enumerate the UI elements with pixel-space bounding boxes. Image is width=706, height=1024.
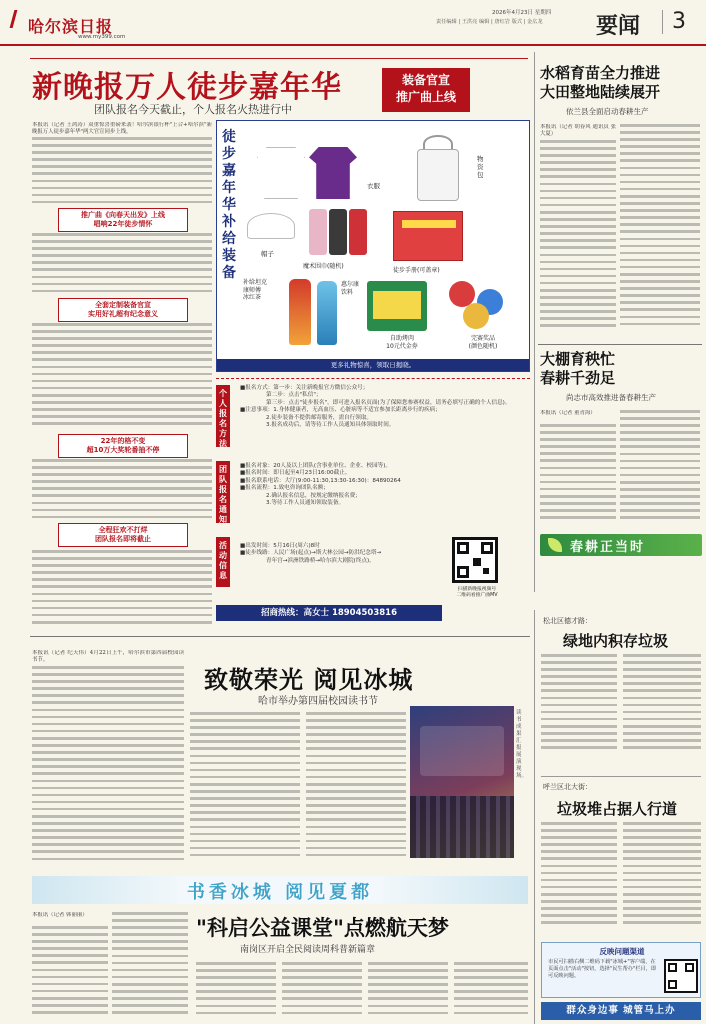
backpack-image (413, 135, 463, 205)
lead-banner (382, 68, 470, 112)
sidebar-divider (541, 776, 701, 777)
feedback-qr-code[interactable] (664, 959, 698, 993)
feedback-text: 市民可扫描右侧二维码下载"冰城+"客户端，在页面点击"活动"按钮，选择"民生帮办"栏目，即可反映问题。 (548, 959, 657, 979)
right-mid-body-right (620, 410, 700, 524)
reading-photo (410, 706, 514, 858)
reading-subhead: 哈市举办第四届校园读书节 (258, 696, 378, 707)
ad-hotline-bar: 招商热线：高女士 18904503816 (216, 605, 442, 621)
gear-label-tea: 补给坦克 康师傅 冰红茶 (243, 279, 268, 301)
sidebar-headline-1: 绿地内积存垃圾 (563, 632, 669, 650)
handbook-image (393, 211, 463, 261)
lead-subtitle-4: 全程狂欢不打烊 团队报名即将截止 (58, 523, 188, 547)
qr-caption: 扫描新晚报视频号 二维码看推广曲MV (456, 587, 498, 598)
gear-label-scarf: 魔术围巾(随机) (303, 263, 344, 270)
reading-byline: 本报讯（记者 纪天伟）4月22日上午，哈尔滨市第四届校园读书节。 (32, 650, 184, 664)
sidebar-body-1-right (623, 654, 701, 754)
reading-body-mid (190, 712, 300, 862)
newspaper-logo: 哈尔滨日报 (14, 14, 113, 37)
lead-byline: 本报讯（记者 王鸿涛）双重惊喜重磅来袭！哈尔滨银行杯"上合+哈尔滨"新晚报万人徒步嘉年华"两大官宣同步上线。 (32, 122, 212, 136)
scarf-image (309, 209, 373, 259)
right-top-body-right (620, 124, 700, 336)
rice-seedling-photo (540, 220, 616, 221)
right-mid-byline: 本报讯（记者 董青海） (540, 410, 596, 416)
sidebar-headline-2: 垃圾堆占据人行道 (557, 800, 678, 818)
right-top-byline: 本报讯（记者 胡春风 通讯员 张大夏） (540, 124, 616, 138)
lead-headline: 新晚报万人徒步嘉年华 (32, 70, 342, 105)
feedback-title: 反映问题渠道 (599, 947, 645, 956)
section-divider (662, 10, 663, 34)
sidebar-header-2: 呼兰区北大街： (543, 783, 592, 791)
page-number: 3 (672, 9, 686, 34)
voucher-image (367, 281, 427, 331)
reading-body-left (32, 666, 184, 866)
site-url[interactable]: www.my399.com (78, 34, 126, 40)
science-body-4 (282, 962, 362, 1020)
reading-festival-banner: 书香冰城 阅见夏都 (32, 876, 528, 904)
masthead (0, 0, 706, 46)
lead-subtitle-3: 22年的格不变 超10万大奖轮番抽不停 (58, 434, 188, 458)
lead-body-5 (32, 550, 212, 634)
lead-subtitle-2: 全套定制装备官宣 实用好礼超有纪念意义 (58, 298, 188, 322)
tea-bottle-image (289, 279, 311, 345)
sidebar-header-1: 松北区德才路： (543, 617, 592, 625)
gear-label-bag: 物资包 (477, 155, 484, 179)
gear-label-medal: 完赛奖品 (颜色随机) (468, 335, 498, 350)
science-body-6 (454, 962, 528, 1020)
tshirt-image (257, 141, 361, 201)
medal-image (449, 281, 509, 331)
mid-section-rule (30, 636, 530, 637)
right-top-subhead: 依兰县全面启动春耕生产 (566, 107, 649, 116)
science-body-3 (196, 962, 276, 1020)
lead-subtitle-1: 推广曲《向春天出发》上线 唱响22年徒步情怀 (58, 208, 188, 232)
science-body-2 (112, 912, 188, 1020)
lead-body-4 (32, 459, 212, 521)
editor-credits: 责任编辑 | 王洪亮 编辑 | 唐红岩 版式 | 金広龙 (436, 19, 543, 25)
right-mid-subhead: 尚志市高效推进备春耕生产 (566, 393, 656, 402)
cap-image (247, 213, 295, 239)
science-body-1 (32, 926, 108, 1020)
banner-line-1: 装备官宣 (401, 73, 450, 87)
gear-label-shirt: 衣服 (367, 182, 380, 190)
qr-code[interactable] (452, 537, 498, 583)
gear-label-handbook: 徒步手册(可盖章) (393, 267, 440, 274)
team-signup-label: 团队报名通知 (216, 461, 230, 523)
lead-body-2 (32, 233, 212, 299)
drink-bottle-image (317, 281, 337, 345)
right-top-body-left (540, 140, 616, 336)
gear-label-voucher: 自助烤肉 10元代金券 (386, 335, 418, 350)
reading-headline: 致敬荣光 阅见冰城 (204, 666, 414, 694)
lead-body-3 (32, 323, 212, 433)
right-mid-headline: 大棚育秧忙 春耕千劲足 (540, 350, 616, 387)
activity-info-label: 活动信息 (216, 537, 230, 587)
spring-farming-banner: 春耕正当时 (540, 534, 702, 556)
tshirt-white (257, 147, 305, 199)
banner-line-2: 推广曲上线 (395, 90, 456, 104)
sidebar-body-2-right (623, 822, 701, 926)
team-signup-text: ■报名对象：20人及以上团队(含事业单位、企业、校园等)。 ■报名时间：即日起至4月23日16:00截止。 ■报名联系电话：大厅(9:00-11:30,13:30-16:30)：84890264 ■报名流程：1.致电咨询团队名额； 2.确认报名信息，按规定缴纳报名费； 3.等待工作人员通知领取装备。 (240, 463, 401, 507)
sidebar-panel (534, 610, 706, 1024)
science-subhead: 南岗区开启全民阅读周科普新篇章 (240, 945, 376, 955)
science-body-5 (368, 962, 448, 1020)
right-mid-top-rule (538, 344, 702, 345)
tshirt-purple (309, 147, 357, 199)
gear-panel (216, 120, 530, 372)
sidebar-body-2-left (541, 822, 617, 926)
reading-body-mid2 (306, 712, 406, 862)
science-byline: 本报讯（记者 韩丽丽） (32, 912, 88, 918)
section-name: 要闻 (596, 14, 641, 39)
right-column-divider (534, 52, 535, 592)
science-headline: "科启公益课堂"点燃航天梦 (196, 916, 449, 940)
sidebar-body-1-left (541, 654, 617, 754)
logo-mark-icon (10, 10, 27, 28)
reading-photo-caption: 读书成果汇报展演现场。 (516, 710, 528, 779)
gear-vertical-title: 徒步嘉年华补给装备 (222, 129, 236, 281)
info-panel (216, 378, 530, 624)
gear-more-bar: 更多礼物惊喜，领取日揭晓。 (217, 359, 529, 371)
banner-leaf-icon (548, 538, 562, 552)
lead-top-rule (30, 58, 528, 59)
gear-label-drink: 惠尔康 饮料 (341, 281, 360, 296)
right-top-headline: 水稻育苗全力推进 大田整地陆续展开 (540, 64, 661, 101)
sidebar-footer-bar: 群众身边事 城管马上办 (541, 1002, 701, 1020)
right-mid-body-left (540, 424, 616, 524)
lead-body-1 (32, 137, 212, 209)
personal-signup-label: 个人报名方法 (216, 385, 230, 447)
gear-label-cap: 帽子 (261, 250, 274, 258)
feedback-box (541, 942, 701, 998)
issue-date: 2026年4月23日 星期四 (492, 10, 552, 16)
activity-info-text: ■出发时间：5月16日(周六)8时 ■徒步线路：人民广场(起点)→斯大林公园→防洪纪念塔→ 青年宫→滨洲铁路桥→哈尔滨大剧院(终点)。 (240, 543, 382, 564)
lead-subhead: 团队报名今天截止，个人报名火热进行中 (94, 103, 292, 116)
personal-signup-text: ■报名方式：第一步：关注新晚报官方微信公众号； 第二步：点击"私信"； 第三步：点击"徒步报名"，即可进入报名页面(为了保障您参赛权益，请务必填写正确的个人信息)。 ■注意事项：1.身体健康者，无高血压、心脏病等不适宜参加长距离步行的疾病； 2.徒步装备不提供邮寄服务，需自行领取。 3.报名成功后，请等待工作人员通知具体领取时间。 (240, 385, 511, 429)
